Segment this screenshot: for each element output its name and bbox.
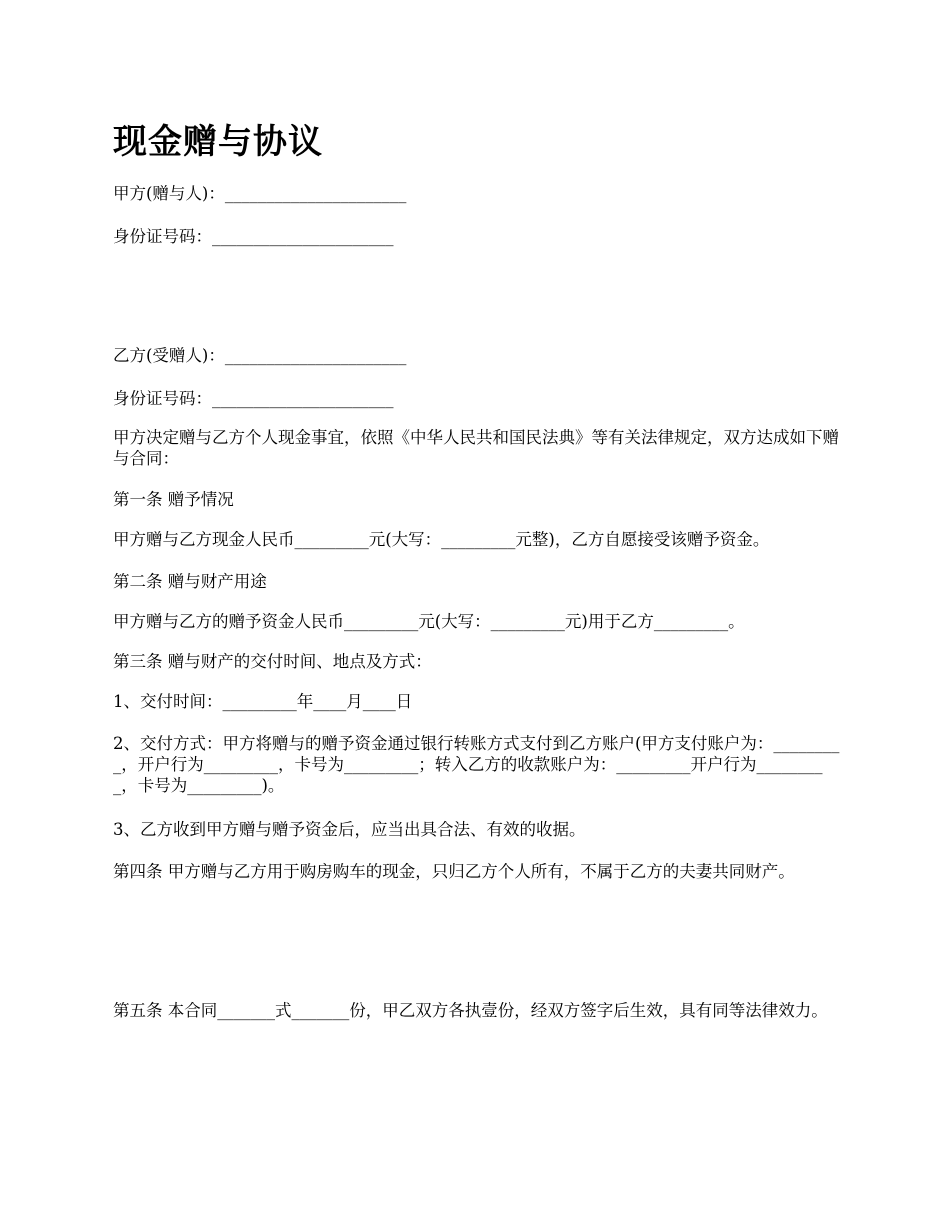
article-4-paragraph: 第四条 甲方赠与乙方用于购房购车的现金，只归乙方个人所有，不属于乙方的夫妻共同财产。 — [113, 862, 795, 881]
article-2-title: 第二条 赠与财产用途 — [113, 572, 267, 591]
article-2-body: 甲方赠与乙方的赠予资金人民币_________元(大写：_________元)用于乙方_________。 — [113, 612, 745, 631]
party-a-line: 甲方(赠与人)：______________________ — [113, 184, 407, 203]
intro-paragraph: 甲方决定赠与乙方个人现金事宜，依照《中华人民共和国民法典》等有关法律规定，双方达成如下赠与合同： — [113, 428, 839, 468]
article-3-title: 第三条 赠与财产的交付时间、地点及方式： — [113, 652, 432, 671]
document-title: 现金赠与协议 — [113, 122, 323, 162]
party-a-id-line: 身份证号码：______________________ — [113, 227, 394, 246]
article-5-paragraph: 第五条 本合同_______式_______份，甲乙双方各执壹份，经双方签字后生效，具有同等法律效力。 — [113, 1001, 828, 1020]
article-3-item-3: 3、乙方收到甲方赠与赠予资金后，应当出具合法、有效的收据。 — [113, 820, 586, 839]
article-3-item-2: 2、交付方式：甲方将赠与的赠予资金通过银行转账方式支付到乙方账户(甲方支付账户为：_________，开户行为_________，卡号为_________；转入乙方的收款账户为：_________开户行为_________，卡号为_________)。 — [113, 734, 840, 795]
article-1-title: 第一条 赠予情况 — [113, 490, 234, 509]
party-b-id-line: 身份证号码：______________________ — [113, 389, 394, 408]
article-3-item-1: 1、交付时间：_________年____月____日 — [113, 692, 413, 711]
party-b-line: 乙方(受赠人)：______________________ — [113, 346, 407, 365]
article-1-body: 甲方赠与乙方现金人民币_________元(大写：_________元整)，乙方自愿接受该赠予资金。 — [113, 530, 770, 549]
